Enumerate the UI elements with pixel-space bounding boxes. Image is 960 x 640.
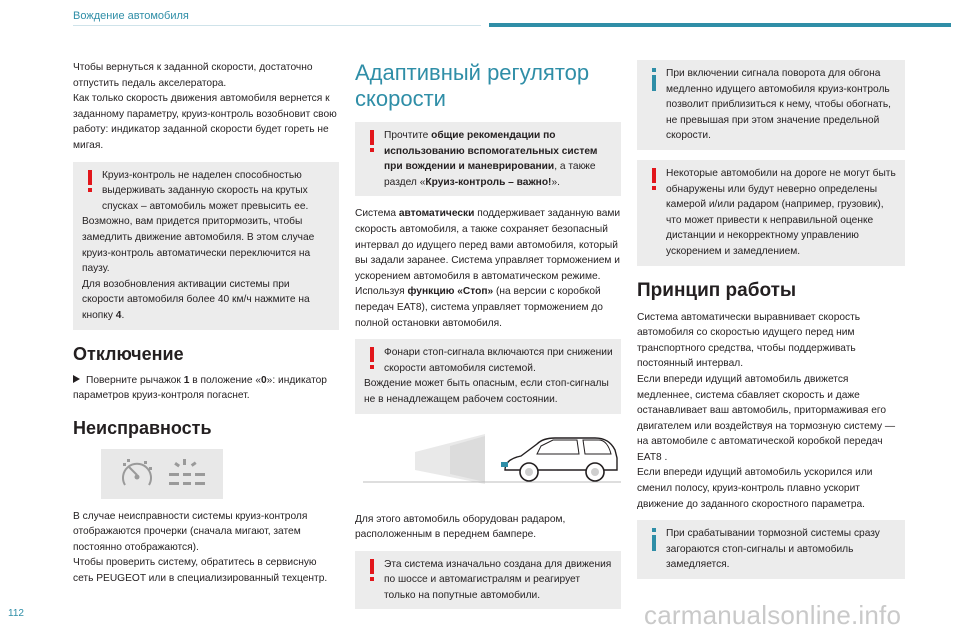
watermark: carmanualsonline.info	[644, 600, 902, 630]
warning-note	[73, 162, 339, 330]
note-text: Эта система изначально создана для движения по шоссе и автомагистралям и реагирует только на попутные автомобили.	[384, 558, 612, 601]
info-icon	[649, 528, 663, 552]
info-note	[637, 60, 905, 150]
note-text: Круиз-контроль не наделен способностью выдерживать заданную скорость на крутых спусках – автомобиль может превысить ее.	[102, 169, 309, 212]
section-heading-fault: Неисправность	[73, 417, 212, 438]
section-heading-principle: Принцип работы	[637, 279, 797, 301]
dashes-fault-icon	[169, 459, 205, 485]
warning-note	[355, 551, 621, 610]
note-text: Прочтите общие рекомендации по использованию вспомогательных систем при вождении и маневрировании, а также раздел «Круиз-контроль – важно!».	[384, 130, 598, 188]
note-text: При срабатывании тормозной системы сразу загораются стоп-сигналы и автомобиль замедляется.	[666, 528, 880, 571]
paragraph: Система автоматически поддерживает заданную вами скорость автомобиля, а также сохраняет безопасный интервал до идущего перед вами автомобиля, который вы задали заранее. Система управляет торможением и ускорением автомобиля в автоматическом режиме.	[355, 208, 621, 282]
column-2	[355, 60, 621, 619]
instruction-step: Поверните рычажок 1 в положение «0»: индикатор параметров круиз-контроля погаснет.	[73, 374, 327, 402]
paragraph: Как только скорость движения автомобиля вернется к заданному параметру, круиз-контроль возобновит свою работу: индикатор заданной скорости будет гореть не мигая.	[73, 93, 337, 151]
warning-note	[355, 122, 621, 196]
paragraph: Система автоматически выравнивает скорость автомобиля со скоростью идущего перед ним транспортного средства, чтобы поддерживать постоянный интервал.	[637, 311, 861, 370]
warning-icon	[367, 347, 381, 371]
note-text: Вождение может быть опасным, если стоп-сигналы не в ненадлежащем рабочем состоянии.	[364, 378, 609, 405]
warning-icon	[367, 130, 381, 154]
note-text: Некоторые автомобили на дороге не могут быть обнаружены или будут неверно определены камерой и/или радаром (например, грузовик), что может привести к неправильной оценке дистанции и некорректному управлению ускорением и замедлением.	[666, 167, 896, 257]
page-number: 112	[8, 608, 24, 619]
page-section-title: Адаптивный регулятор скорости	[355, 60, 590, 111]
warning-icon	[367, 559, 381, 583]
warning-icon	[85, 170, 99, 194]
paragraph: Чтобы вернуться к заданной скорости, достаточно отпустить педаль акселератора.	[73, 62, 313, 89]
header-rule	[73, 25, 481, 26]
note-text: Фонари стоп-сигнала включаются при снижении скорости автомобиля системой.	[384, 347, 613, 374]
warning-icon	[649, 168, 663, 192]
car-icon	[501, 438, 617, 481]
speedometer-fault-icon	[101, 449, 223, 499]
car-radar-svg	[355, 424, 621, 504]
info-icon	[649, 68, 663, 92]
paragraph: В случае неисправности системы круиз-контроля отображаются прочерки (сначала мигают, затем постоянно отображаются).	[73, 510, 308, 553]
warning-note	[637, 160, 905, 266]
note-text: При включении сигнала поворота для обгона медленно идущего автомобиля круиз-контроль позволит приблизиться к нему, чтобы обогнать, не превышая при этом значение предельной скорости.	[666, 68, 891, 142]
note-text: Возможно, вам придется притормозить, чтобы замедлить движение автомобиля. В этом случае круиз-контроль автоматически переключится на паузу.	[82, 216, 315, 275]
arrow-bullet-icon	[73, 375, 80, 383]
fault-indicator-image	[101, 449, 223, 499]
header-title: Вождение автомобиля	[73, 10, 189, 22]
paragraph: Если впереди идущий автомобиль ускорился или сменил полосу, круиз-контроль плавно ускорит движение до заданного скоростного параметра.	[637, 467, 873, 510]
header-accent-bar	[489, 23, 951, 27]
paragraph: Для этого автомобиль оборудован радаром, расположенным в переднем бампере.	[355, 513, 566, 541]
info-note	[637, 520, 905, 579]
column-3	[637, 60, 905, 589]
column-1	[73, 60, 339, 587]
paragraph: Используя функцию «Стоп» (на версии с коробкой передач EAT8), система управляет торможением до полной остановки автомобиля.	[355, 286, 603, 329]
car-radar-illustration	[355, 424, 621, 504]
warning-note	[355, 339, 621, 413]
paragraph: Чтобы проверить систему, обратитесь в сервисную сеть PEUGEOT или в специализированный техцентр.	[73, 557, 328, 585]
section-heading-off: Отключение	[73, 343, 184, 364]
note-text: Для возобновления активации системы при скорости автомобиля более 40 км/ч нажмите на кнопку 4.	[82, 278, 310, 321]
paragraph: Если впереди идущий автомобиль движется медленнее, система сбавляет скорость и даже останавливает ваш автомобиль, притормаживая его двигателем или воздействуя на тормозную систему — на автомобиле с автоматической коробкой передач EAT8 .	[637, 373, 896, 463]
